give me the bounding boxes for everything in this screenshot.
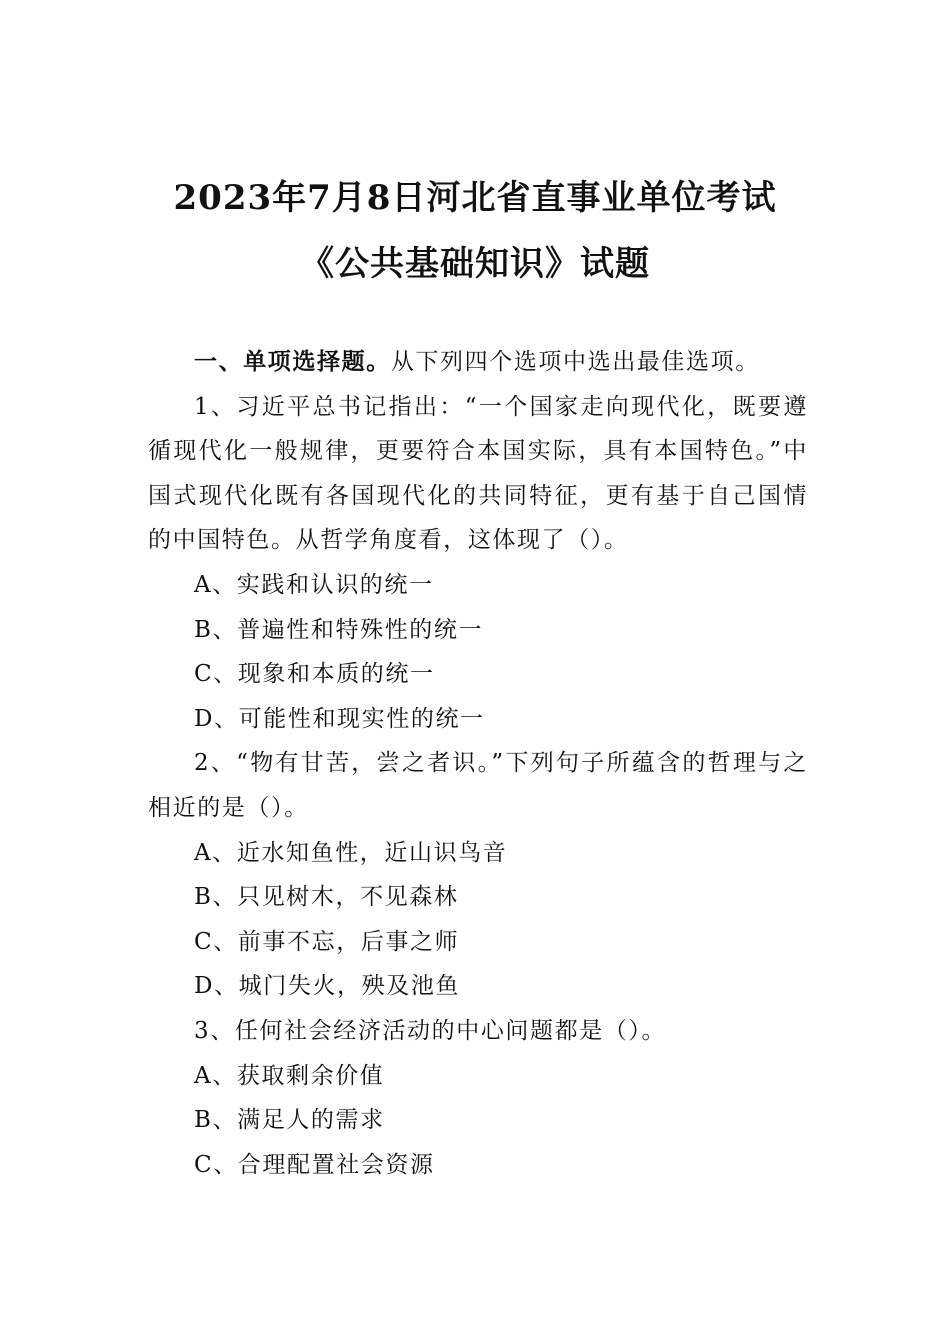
section-heading [148, 340, 808, 385]
question-option: D、可能性和现实性的统一 [194, 705, 485, 732]
section-instruction: 从下列四个选项中选出最佳选项。 [390, 349, 760, 375]
question-option: B、满足人的需求 [194, 1107, 385, 1134]
section-heading-label: 一、单项选择题。 [194, 348, 391, 375]
question-stem: 3、任何社会经济活动的中心问题都是（）。 [194, 1017, 667, 1044]
question-2 [148, 741, 808, 1009]
question-option: C、合理配置社会资源 [194, 1151, 435, 1178]
question-option: D、城门失火，殃及池鱼 [194, 973, 461, 1000]
question-stem: 2、“物有甘苦，尝之者识。”下列句子所蕴含的哲理与之相近的是（）。 [148, 750, 808, 821]
question-stem: 1、习近平总书记指出：“一个国家走向现代化，既要遵循现代化一般规律，更要符合本国实际，具有本国特色。”中国式现代化既有各国现代化的共同特征，更有基于自己国情的中国特色。从哲学角度看，这体现了（）。 [148, 393, 808, 554]
document-body [148, 340, 808, 1187]
question-1 [148, 385, 808, 742]
question-option: A、近水知鱼性，近山识鸟音 [194, 839, 508, 866]
question-option: B、只见树木，不见森林 [194, 884, 459, 911]
question-option: B、普遍性和特殊性的统一 [194, 616, 484, 643]
question-option: C、前事不忘，后事之师 [194, 928, 460, 955]
question-option: C、现象和本质的统一 [194, 661, 435, 688]
document-title-line-1: 2023年7月8日河北省直事业单位考试 [173, 178, 777, 218]
question-3 [148, 1009, 808, 1187]
question-option: A、实践和认识的统一 [194, 571, 434, 598]
question-option: A、获取剩余价值 [194, 1062, 385, 1089]
document-title-line-2: 《公共基础知识》试题 [300, 244, 650, 284]
